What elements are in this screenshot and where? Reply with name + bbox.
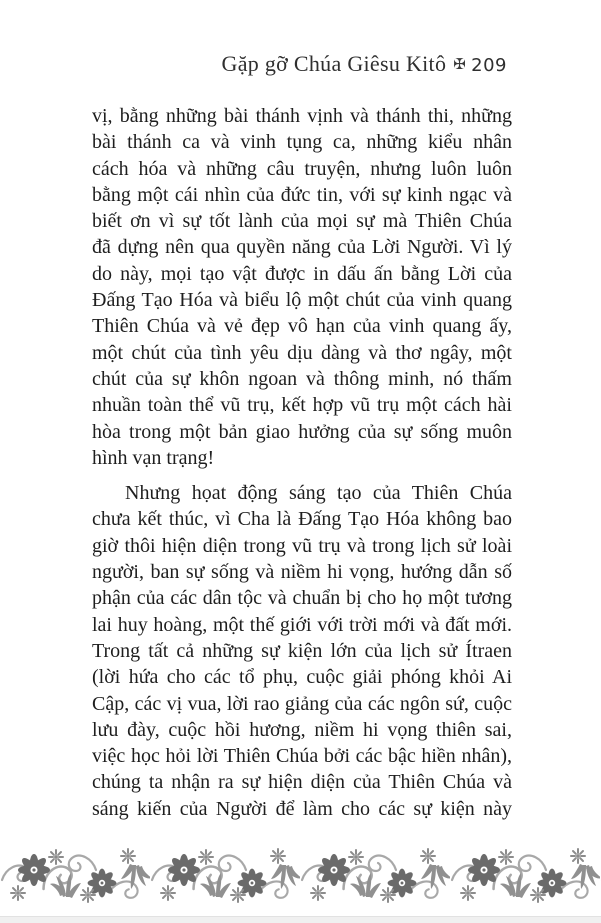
text-line: chúng ta nhận ra sự hiện diện của Thiên Chúa và	[92, 771, 512, 794]
text-line: (lời hứa cho các tổ phụ, cuộc giải phóng khỏi Ai	[92, 666, 512, 689]
text-line: Trong tất cả những sự kiện lớn của lịch sử Ítraen	[92, 639, 512, 662]
text-line: chút của sự khôn ngoan và thông minh, nó thấm	[92, 367, 512, 390]
text-line: biết ơn vì sự tốt lành của mọi sự mà Thiên Chúa	[92, 210, 512, 233]
cross-icon: ✠	[453, 57, 467, 73]
text-line: cách hóa và những câu truyện, nhưng luôn luôn	[92, 157, 512, 180]
text-line: phận của các dân tộc và chuẩn bị cho họ một tương	[92, 587, 512, 610]
text-line: người, ban sự sống và niềm hi vọng, hướng dẫn số	[92, 561, 512, 584]
text-line: giờ thôi hiện diện trong vũ trụ và trong lịch sử loài	[92, 534, 512, 557]
text-line: Cập, các vị vua, lời rao giảng của các ngôn sứ, cuộc	[92, 692, 512, 715]
text-line: Nhưng họat động sáng tạo của Thiên Chúa	[125, 482, 512, 505]
text-line: bằng một cái nhìn của đức tin, với sự kinh ngạc và	[92, 183, 512, 206]
paragraph-2	[92, 480, 512, 822]
text-line: sáng kiến của Người để làm cho các sự kiện này	[92, 797, 512, 820]
body-text	[92, 103, 512, 822]
text-line: bài thánh ca và vinh tụng ca, những kiểu nhân	[92, 131, 512, 154]
text-line: vị, bằng những bài thánh vịnh và thánh thi, những	[92, 105, 512, 127]
text-line: chưa kết thúc, vì Cha là Đấng Tạo Hóa không bao	[92, 508, 512, 531]
bottom-strip	[0, 916, 601, 923]
text-line: một chút của tình yêu dịu dàng và thơ ngây, một	[92, 341, 512, 364]
book-title: Gặp gỡ Chúa Giêsu Kitô	[221, 51, 447, 76]
running-header	[222, 51, 508, 77]
floral-border-icon	[0, 846, 601, 904]
text-line: việc học hỏi lời Thiên Chúa bởi các bậc hiền nhân),	[92, 745, 512, 768]
text-line: hòa trong một bản giao hưởng của sự sống muôn	[92, 420, 512, 443]
text-line: Đấng Tạo Hóa và biểu lộ một chút của vinh quang	[92, 289, 512, 312]
page-number: 209	[471, 55, 507, 76]
text-line: Thiên Chúa và vẻ đẹp vô hạn của vinh quang ấy,	[92, 315, 512, 338]
text-line: lai huy hoàng, một thế giới với trời mới và đất mới.	[92, 613, 512, 636]
floral-border-ornament	[0, 846, 601, 904]
text-line: do này, mọi tạo vật được in dấu ấn bằng Lời của	[92, 262, 512, 285]
text-line: đã dựng nên qua quyền năng của Lời Người. Vì lý	[92, 236, 512, 259]
text-line: hình vạn trạng!	[92, 446, 215, 469]
text-line: lưu đày, cuộc hồi hương, niềm hi vọng thiên sai,	[92, 718, 512, 741]
text-line: nhuần toàn thể vũ trụ, kết hợp vũ trụ một cách hài	[92, 394, 512, 417]
paragraph-1	[92, 103, 512, 471]
